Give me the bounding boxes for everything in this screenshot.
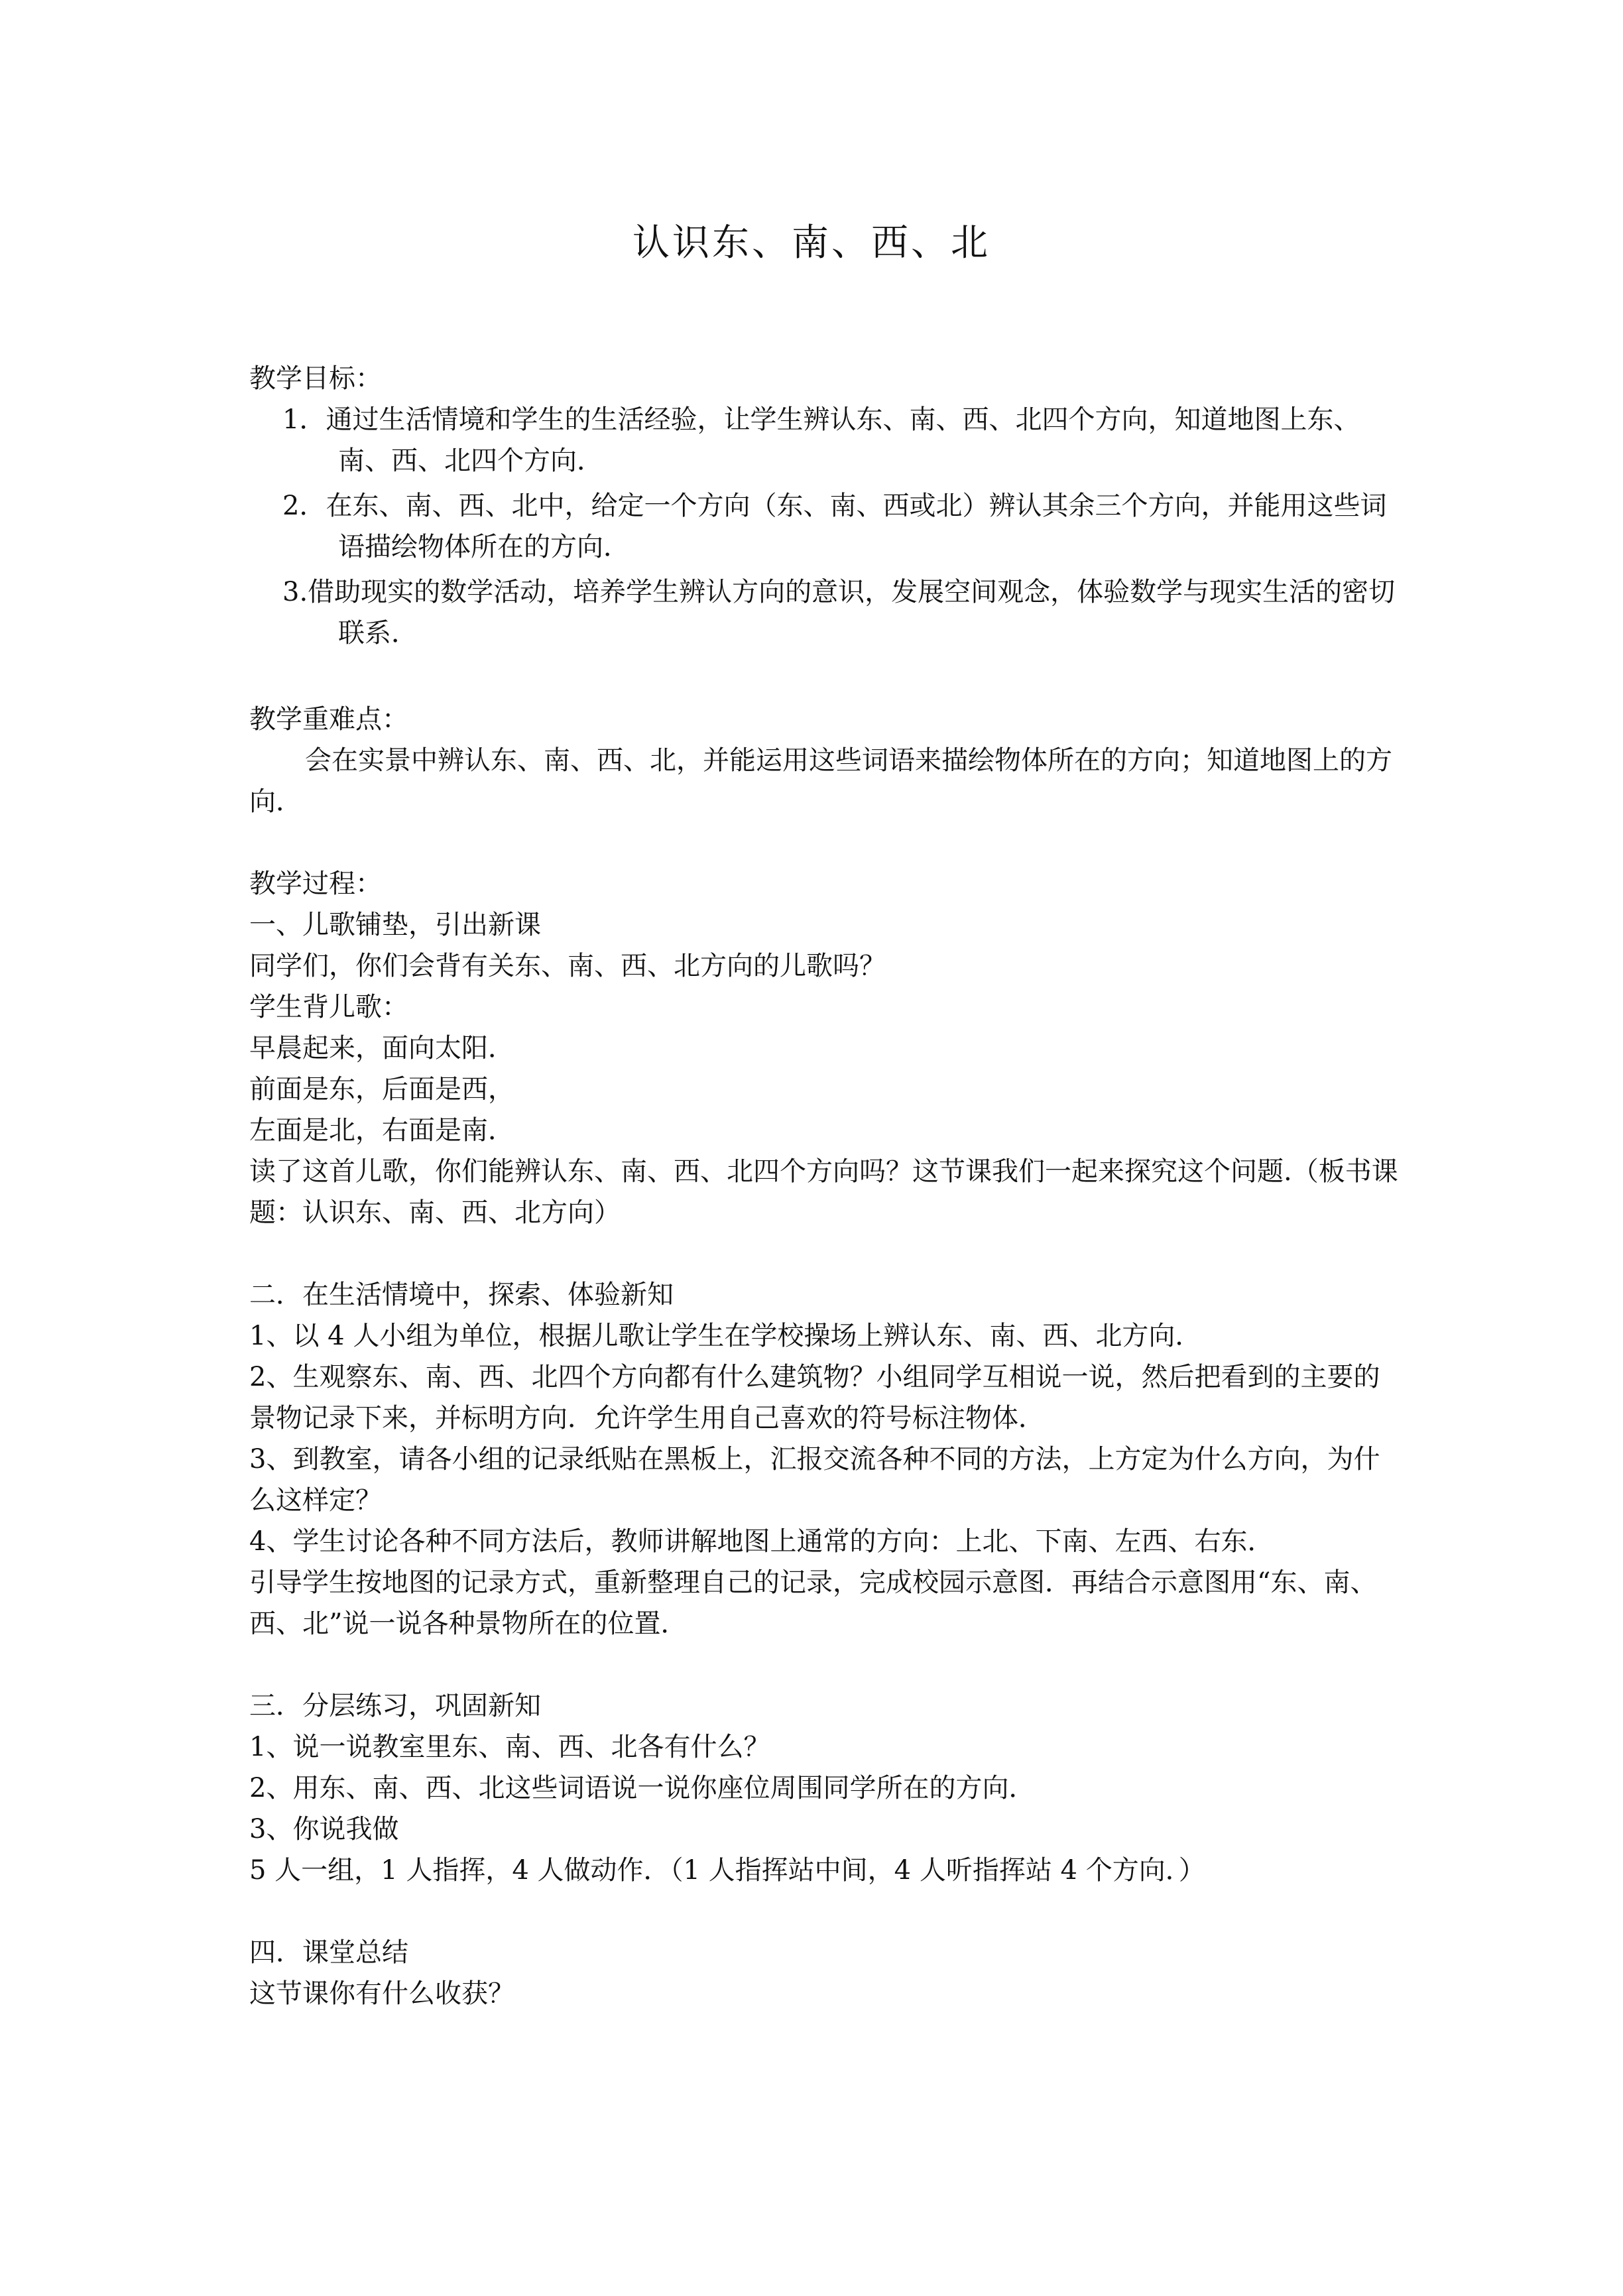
section-2-title: 二．在生活情境中，探索、体验新知 bbox=[249, 1280, 674, 1310]
goals-heading: 教学目标： bbox=[249, 363, 382, 394]
document-body bbox=[249, 358, 1403, 2014]
section-2-paragraph: 引导学生按地图的记录方式，重新整理自己的记录，完成校园示意图．再结合示意图用“东、南、西、北”说一说各种景物所在的位置． bbox=[249, 1567, 1377, 1639]
section-2-paragraph: 3、到教室，请各小组的记录纸贴在黑板上，汇报交流各种不同的方法，上方定为什么方向，为什么这样定？ bbox=[249, 1444, 1380, 1516]
section-1-line: 前面是东，后面是西， bbox=[249, 1074, 514, 1105]
goal-item-2 bbox=[249, 485, 1403, 568]
section-3-line: 3、你说我做 bbox=[249, 1814, 399, 1844]
spacer bbox=[249, 1233, 1403, 1274]
section-1-paragraph: 读了这首儿歌，你们能辨认东、南、西、北四个方向吗？这节课我们一起来探究这个问题.（板书课题：认识东、南、西、北方向） bbox=[249, 1156, 1398, 1228]
goal-item-1 bbox=[249, 399, 1403, 481]
section-1-line: 左面是北，右面是南． bbox=[249, 1115, 514, 1146]
spacer bbox=[249, 1644, 1403, 1685]
goal-text: 在东、南、西、北中，给定一个方向（东、南、西或北）辨认其余三个方向，并能用这些词语描绘物体所在的方向． bbox=[326, 491, 1387, 562]
section-2-paragraph: 1、以 4 人小组为单位，根据儿歌让学生在学校操场上辨认东、南、西、北方向． bbox=[249, 1321, 1202, 1351]
section-2-paragraph: 4、学生讨论各种不同方法后，教师讲解地图上通常的方向：上北、下南、左西、右东． bbox=[249, 1526, 1274, 1557]
process-heading: 教学过程： bbox=[249, 869, 382, 899]
section-3-line: 1、说一说教室里东、南、西、北各有什么？ bbox=[249, 1732, 770, 1762]
section-1-title: 一、儿歌铺垫，引出新课 bbox=[249, 910, 541, 940]
section-4-title: 四．课堂总结 bbox=[249, 1937, 408, 1968]
page-title: 认识东、南、西、北 bbox=[632, 221, 991, 265]
section-3-line: 2、用东、南、西、北这些词语说一说你座位周围同学所在的方向． bbox=[249, 1773, 1036, 1803]
spacer bbox=[249, 1891, 1403, 1932]
spacer bbox=[249, 658, 1403, 699]
goal-number: 1． bbox=[282, 404, 326, 435]
section-2-paragraph: 2、生观察东、南、西、北四个方向都有什么建筑物？小组同学互相说一说，然后把看到的主要的景物记录下来，并标明方向．允许学生用自己喜欢的符号标注物体． bbox=[249, 1362, 1380, 1433]
section-1-line: 早晨起来，面向太阳． bbox=[249, 1033, 514, 1063]
goal-number: 3. bbox=[282, 577, 308, 607]
section-1-line: 同学们，你们会背有关东、南、西、北方向的儿歌吗？ bbox=[249, 951, 886, 981]
section-4-line: 这节课你有什么收获？ bbox=[249, 1978, 514, 2009]
section-1-line: 学生背儿歌： bbox=[249, 992, 408, 1022]
spacer bbox=[249, 822, 1403, 863]
goal-text: 借助现实的数学活动，培养学生辨认方向的意识，发展空间观念，体验数学与现实生活的密切联系． bbox=[308, 577, 1396, 648]
difficulty-heading: 教学重难点： bbox=[249, 704, 408, 735]
section-3-line: 5 人一组，1 人指挥，4 人做动作．（1 人指挥站中间，4 人听指挥站 4 个方向．） bbox=[249, 1855, 1205, 1886]
goal-text: 通过生活情境和学生的生活经验，让学生辨认东、南、西、北四个方向，知道地图上东、南、西、北四个方向． bbox=[326, 404, 1360, 476]
difficulty-text: 会在实景中辨认东、南、西、北，并能运用这些词语来描绘物体所在的方向；知道地图上的方向． bbox=[249, 745, 1392, 817]
section-3-title: 三．分层练习，巩固新知 bbox=[249, 1691, 541, 1721]
goal-item-3 bbox=[249, 572, 1403, 654]
goal-number: 2． bbox=[282, 491, 326, 521]
